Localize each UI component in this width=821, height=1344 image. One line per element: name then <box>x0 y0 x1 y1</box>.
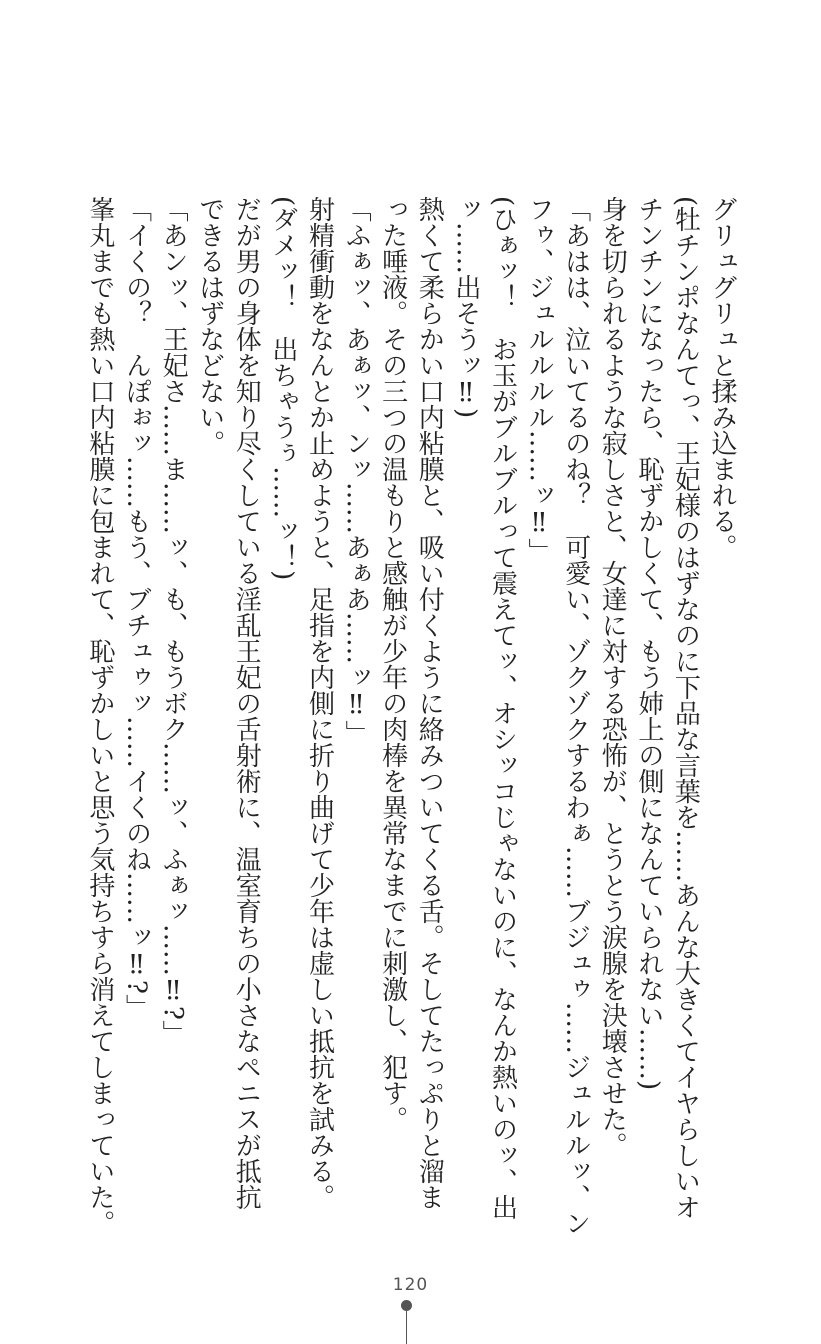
text-line: (牡チンポなんてっ、王妃様のはずなのに下品な言葉を……あんな大きくてイヤらしいオ <box>670 196 701 1221</box>
text-line: 「あンッ、王妃さ……ま……ッ、も、もうボク……ッ、ふぁッ……‼?」 <box>158 196 189 1046</box>
text-line: 峯丸までも熱い口内粘膜に包まれて、恥ずかしいと思う気持ちすら消えてしまっていた。 <box>84 196 115 1236</box>
text-line: 「あはは、泣いてるのね？ 可愛い、ゾクゾクするわぁ……ブジュゥ……ジュルルッ、ン <box>560 196 591 1236</box>
text-line: 身を切られるような寂しさと、女達に対する恐怖が、とうとう涙腺を決壊させた。 <box>597 196 628 1158</box>
text-line: 熱くて柔らかい口内粘膜と、吸い付くように絡みついてくる舌。そしてたっぷりと溜ま <box>414 196 445 1210</box>
text-line: チンチンになったら、恥ずかしくて、もう姉上の側になんていられない……) <box>633 196 664 1091</box>
text-line: (ダメッ！ 出ちゃうぅ……ッ！) <box>267 196 298 581</box>
text-line: 「ふぁッ、あぁッ、ンッ……あぁあ……ッ‼」 <box>341 196 372 746</box>
page-number: 120 <box>392 1275 429 1295</box>
text-line: 射精衝動をなんとか止めようと、足指を内側に折り曲げて少年は虚しい抵抗を試みる。 <box>304 196 335 1210</box>
text-line: グリュグリュと揉み込まれる。 <box>707 196 737 560</box>
text-line: だが男の身体を知り尽くしている淫乱王妃の舌射術に、温室育ちの小さなペニスが抵抗 <box>231 196 262 1210</box>
text-line: できるはずなどない。 <box>194 196 225 456</box>
text-line: ッ……出そうッ‼) <box>450 196 481 419</box>
text-line: フゥ、ジュルルルル……ッ‼」 <box>524 196 555 564</box>
text-line: 「イくの？ んぽぉッ……もう、ブチュゥッ……イくのね……ッ‼?」 <box>121 196 152 1020</box>
text-line: った唾液。その三つの温もりと感触が少年の肉棒を異常なまでに刺激し、犯す。 <box>377 196 408 1132</box>
page-marker-dot <box>401 1300 412 1311</box>
vertical-text-body <box>84 196 740 1236</box>
page-marker-line <box>406 1311 408 1344</box>
text-line: (ひぁッ！ お玉がブルブルって震えてッ、オシッコじゃないのに、なんか熱いのッ、出 <box>487 196 518 1221</box>
